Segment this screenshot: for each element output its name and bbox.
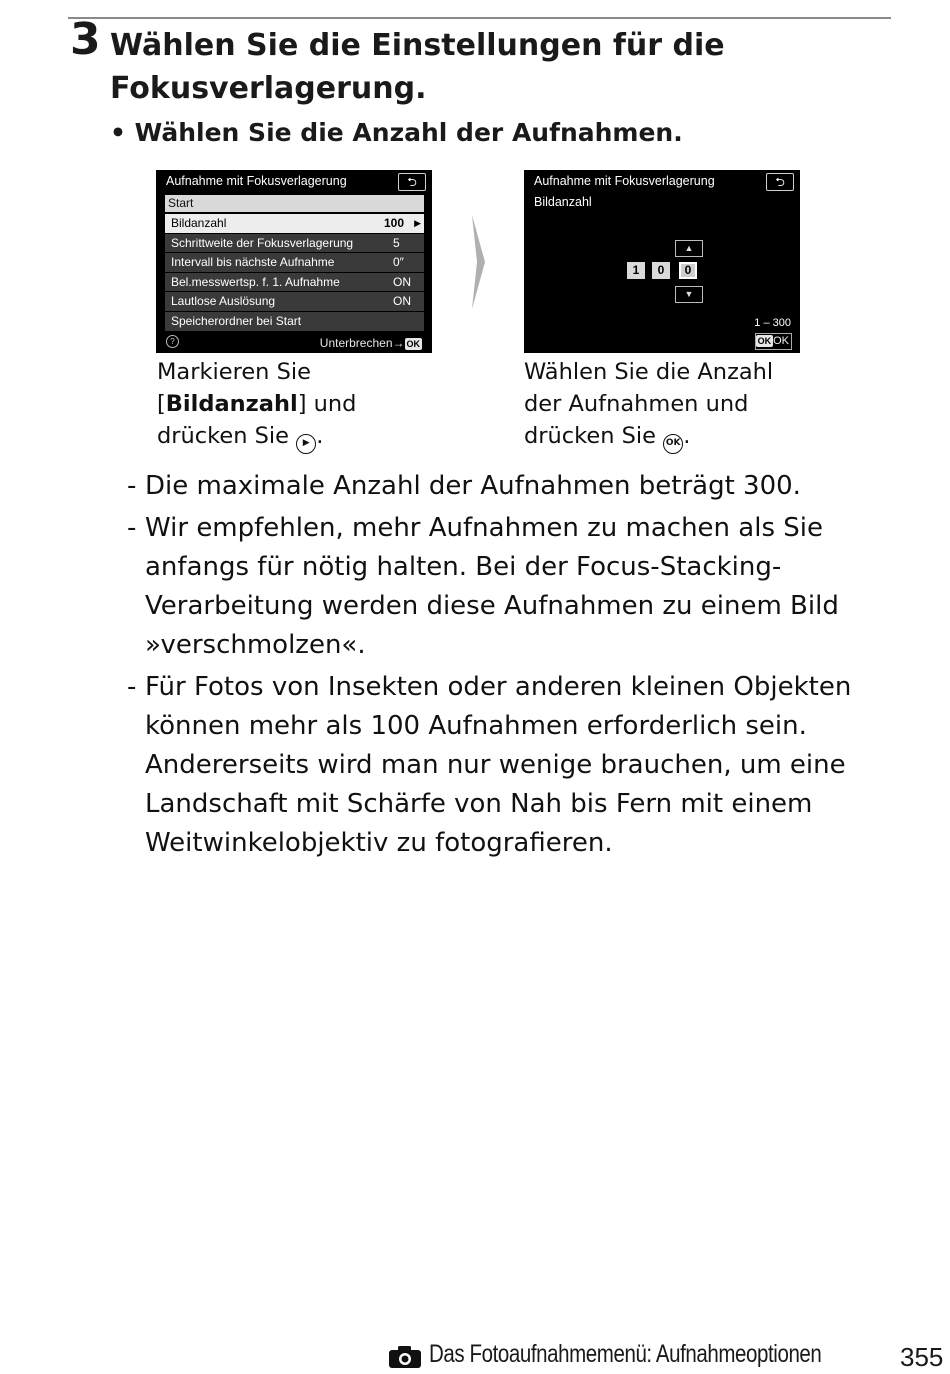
- value-range: 1 – 300: [754, 317, 791, 329]
- caption-text: drücken Sie: [524, 423, 657, 449]
- digit-hundreds[interactable]: 1: [627, 262, 645, 279]
- screen-title: Aufnahme mit Fokusverlagerung: [166, 174, 347, 188]
- increment-icon[interactable]: ▲: [675, 240, 703, 257]
- ok-button-icon: OK: [663, 434, 683, 454]
- menu-item-label: Bel.messwertsp. f. 1. Aufnahme: [171, 274, 340, 289]
- back-icon[interactable]: ⮌: [398, 173, 426, 191]
- menu-item-intervall[interactable]: [165, 253, 424, 273]
- menu-item-label: Speicherordner bei Start: [171, 313, 302, 328]
- bracket: ] und: [297, 391, 357, 417]
- menu-item-label: Schrittweite der Fokusverlagerung: [171, 235, 354, 250]
- camera-icon: [388, 1345, 422, 1369]
- caption-right: [524, 356, 854, 454]
- menu-item-label: Bildanzahl: [171, 216, 227, 230]
- back-icon[interactable]: ⮌: [766, 173, 794, 191]
- menu-item-label: Lautlose Auslösung: [171, 294, 276, 309]
- ok-badge: OK: [757, 336, 772, 347]
- digit-ones[interactable]: 0: [679, 262, 697, 279]
- screen-title: Aufnahme mit Fokusverlagerung: [534, 174, 715, 188]
- ok-badge: OK: [406, 338, 420, 349]
- ok-label: OK: [773, 335, 789, 347]
- ok-button[interactable]: [755, 333, 792, 350]
- menu-item-value: 0″: [393, 255, 404, 270]
- multi-selector-right-icon: ▶: [296, 434, 316, 454]
- digit-tens[interactable]: 0: [652, 262, 670, 279]
- caption-line: [157, 388, 477, 420]
- camera-screen-number-entry: [524, 170, 800, 353]
- caption-line: [157, 420, 477, 454]
- screen-subtitle: Bildanzahl: [534, 195, 592, 209]
- period: .: [316, 423, 324, 449]
- caption-line: [524, 420, 854, 454]
- page-number: 355: [900, 1342, 944, 1372]
- dash: -: [127, 513, 137, 543]
- menu-item-speicherordner[interactable]: [165, 312, 424, 332]
- dash: -: [127, 471, 137, 501]
- interrupt-hint: [320, 336, 422, 350]
- top-rule: [68, 17, 891, 19]
- bullet-heading: • Wählen Sie die Anzahl der Aufnahmen.: [110, 118, 683, 147]
- help-icon: ?: [166, 335, 179, 348]
- caption-line: der Aufnahmen und: [524, 391, 749, 417]
- chevron-right-icon: ▶: [414, 218, 421, 228]
- note-item: [127, 467, 887, 506]
- menu-list: [165, 214, 424, 332]
- menu-item-schrittweite[interactable]: [165, 234, 424, 254]
- menu-item-label: Intervall bis nächste Aufnahme: [171, 255, 335, 270]
- menu-item-lautlos[interactable]: [165, 292, 424, 312]
- note-text: Die maximale Anzahl der Aufnahmen beträgt 300.: [145, 471, 801, 501]
- caption-left: [157, 356, 477, 454]
- page-footer: [0, 1338, 950, 1374]
- interrupt-label: Unterbrechen→: [319, 336, 405, 350]
- section-title: Das Fotoaufnahmemenü: Aufnahmeoptionen: [429, 1340, 822, 1368]
- caption-line: Markieren Sie: [157, 359, 311, 385]
- caption-text: drücken Sie: [157, 423, 290, 449]
- note-text: Für Fotos von Insekten oder anderen kleinen Objekten können mehr als 100 Aufnahmen erforderlich sein. Andererseits wird man nur wenige brauchen, um eine Landschaft mit Schärfe von Nah bis Fern mit einem Weitwinkelobjektiv zu fotografieren.: [145, 672, 852, 858]
- note-item: [127, 509, 887, 665]
- dash: -: [127, 672, 137, 702]
- notes-list: [127, 467, 887, 866]
- menu-item-belichtung[interactable]: [165, 273, 424, 293]
- step-number: 3: [70, 14, 101, 65]
- menu-item-start[interactable]: Start: [165, 195, 424, 212]
- menu-item-bildanzahl[interactable]: [165, 214, 424, 234]
- menu-item-value: 5: [393, 235, 400, 250]
- menu-item-value: ON: [393, 294, 411, 309]
- menu-item-value: ON: [393, 274, 411, 289]
- chevron-right-icon: [470, 215, 486, 309]
- decrement-icon[interactable]: ▼: [675, 286, 703, 303]
- note-text: Wir empfehlen, mehr Aufnahmen zu machen als Sie anfangs für nötig halten. Bei der Focus-Stacking-Verarbeitung werden diese Aufnahmen zu einem Bild »verschmolzen«.: [145, 513, 839, 660]
- step-title: Wählen Sie die Einstellungen für die Fokusverlagerung.: [110, 28, 725, 106]
- menu-item-value: 100: [384, 216, 405, 230]
- menu-term: Bildanzahl: [165, 391, 298, 417]
- caption-line: Wählen Sie die Anzahl: [524, 359, 774, 385]
- camera-screen-menu: [156, 170, 432, 353]
- note-item: [127, 668, 887, 863]
- period: .: [683, 423, 691, 449]
- bracket: [: [157, 391, 166, 417]
